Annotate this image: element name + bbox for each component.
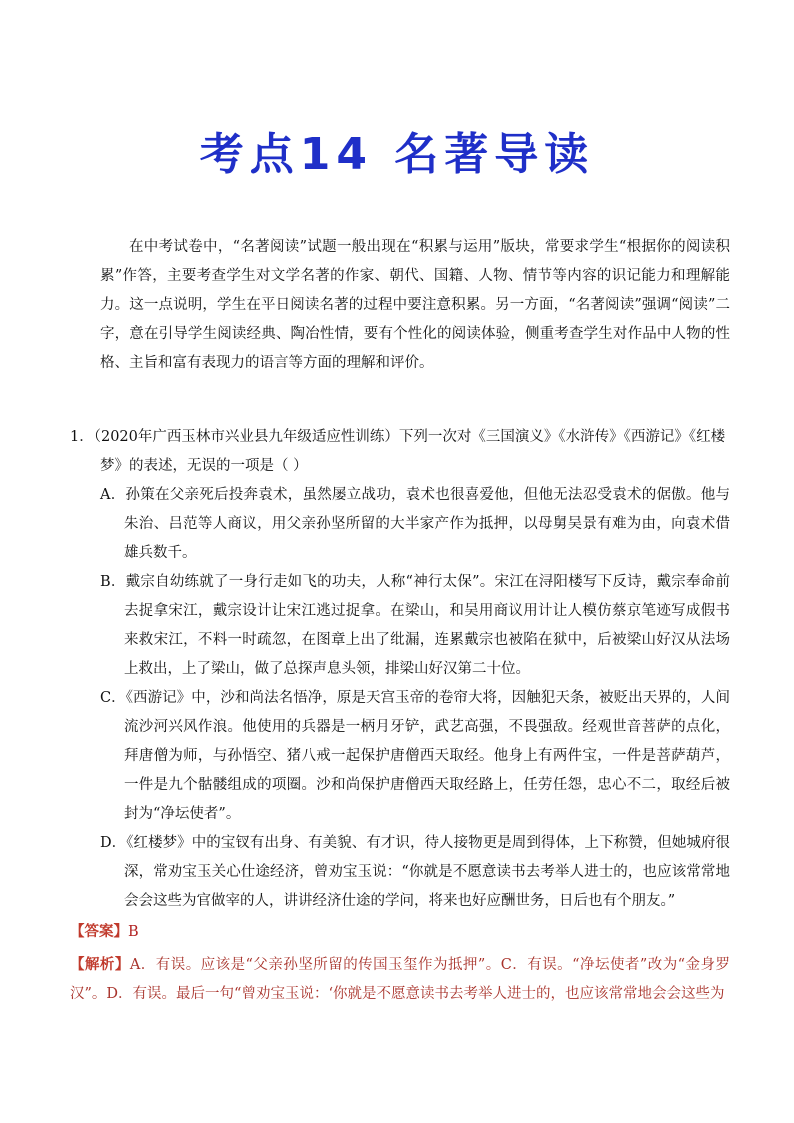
- answer-line: [70, 917, 730, 947]
- page-title: 考点14 名著导读: [199, 129, 595, 180]
- option-a: A．孙策在父亲死后投奔袁术，虽然屡立战功，袁术也很喜爱他，但他无法忍受袁术的倨傲。他与朱治、吕范等人商议，用父亲孙坚所留的大半家产作为抵押，以母舅吴景有难为由，向袁术借雄兵数千。: [100, 487, 730, 561]
- option-b: B．戴宗自幼练就了一身行走如飞的功夫，人称“神行太保”。宋江在浔阳楼写下反诗，戴宗奉命前去捉拿宋江，戴宗设计让宋江逃过捉拿。在梁山，和吴用商议用计让人模仿蔡京笔迹写成假书来救宋江，不料一时疏忽，在图章上出了纰漏，连累戴宗也被陷在狱中，后被梁山好汉从法场上救出，上了梁山，做了总探声息头领，排梁山好汉第二十位。: [100, 574, 730, 677]
- option-d: D．《红楼梦》中的宝钗有出身、有美貌、有才识，待人接物更是周到得体，上下称赞，但她城府很深，常劝宝玉关心仕途经济，曾劝宝玉说：“你就是不愿意读书去考举人进士的，也应该常常地会会这些为官做宰的人，讲讲经济仕途的学问，将来也好应酬世务，日后也有个朋友。”: [100, 835, 730, 909]
- answer-value: B: [128, 924, 139, 940]
- answer-tag: 【答案】: [70, 923, 128, 940]
- question-block: [70, 423, 730, 916]
- question-stem: 1．（2020年广西玉林市兴业县九年级适应性训练）下列一次对《三国演义》《水浒传》《西游记》《红楼梦》的表述，无误的一项是（ ）: [70, 429, 726, 474]
- analysis-text: A．有误。应该是“父亲孙坚所留的传国玉玺作为抵押”。C．有误。“净坛使者”改为“金身罗汉”。D．有误。最后一句“曾劝宝玉说：‘你就是不愿意读书去考举人进士的，也应该常常地会会这些为: [70, 957, 730, 1002]
- option-c: C．《西游记》中，沙和尚法名悟净，原是天宫玉帝的卷帘大将，因触犯天条，被贬出天界的，人间流沙河兴风作浪。他使用的兵器是一柄月牙铲，武艺高强，不畏强敌。经观世音菩萨的点化，拜唐僧为师，与孙悟空、猪八戒一起保护唐僧西天取经。他身上有两件宝，一件是菩萨葫芦，一件是九个骷髅组成的项圈。沙和尚保护唐僧西天取经路上，任劳任怨，忠心不二，取经后被封为“净坛使者”。: [100, 690, 730, 822]
- analysis-block: [70, 950, 730, 1009]
- intro-paragraph: 在中考试卷中，“名著阅读”试题一般出现在“积累与运用”版块，常要求学生“根据你的阅读积累”作答，主要考查学生对文学名著的作家、朝代、国籍、人物、情节等内容的识记能力和理解能力。这一点说明，学生在平日阅读名著的过程中要注意积累。另一方面，“名著阅读”强调“阅读”二字，意在引导学生阅读经典、陶冶性情，要有个性化的阅读体验，侧重考查学生对作品中人物的性格、主旨和富有表现力的语言等方面的理解和评价。: [100, 239, 730, 371]
- analysis-tag: 【解析】: [70, 956, 130, 973]
